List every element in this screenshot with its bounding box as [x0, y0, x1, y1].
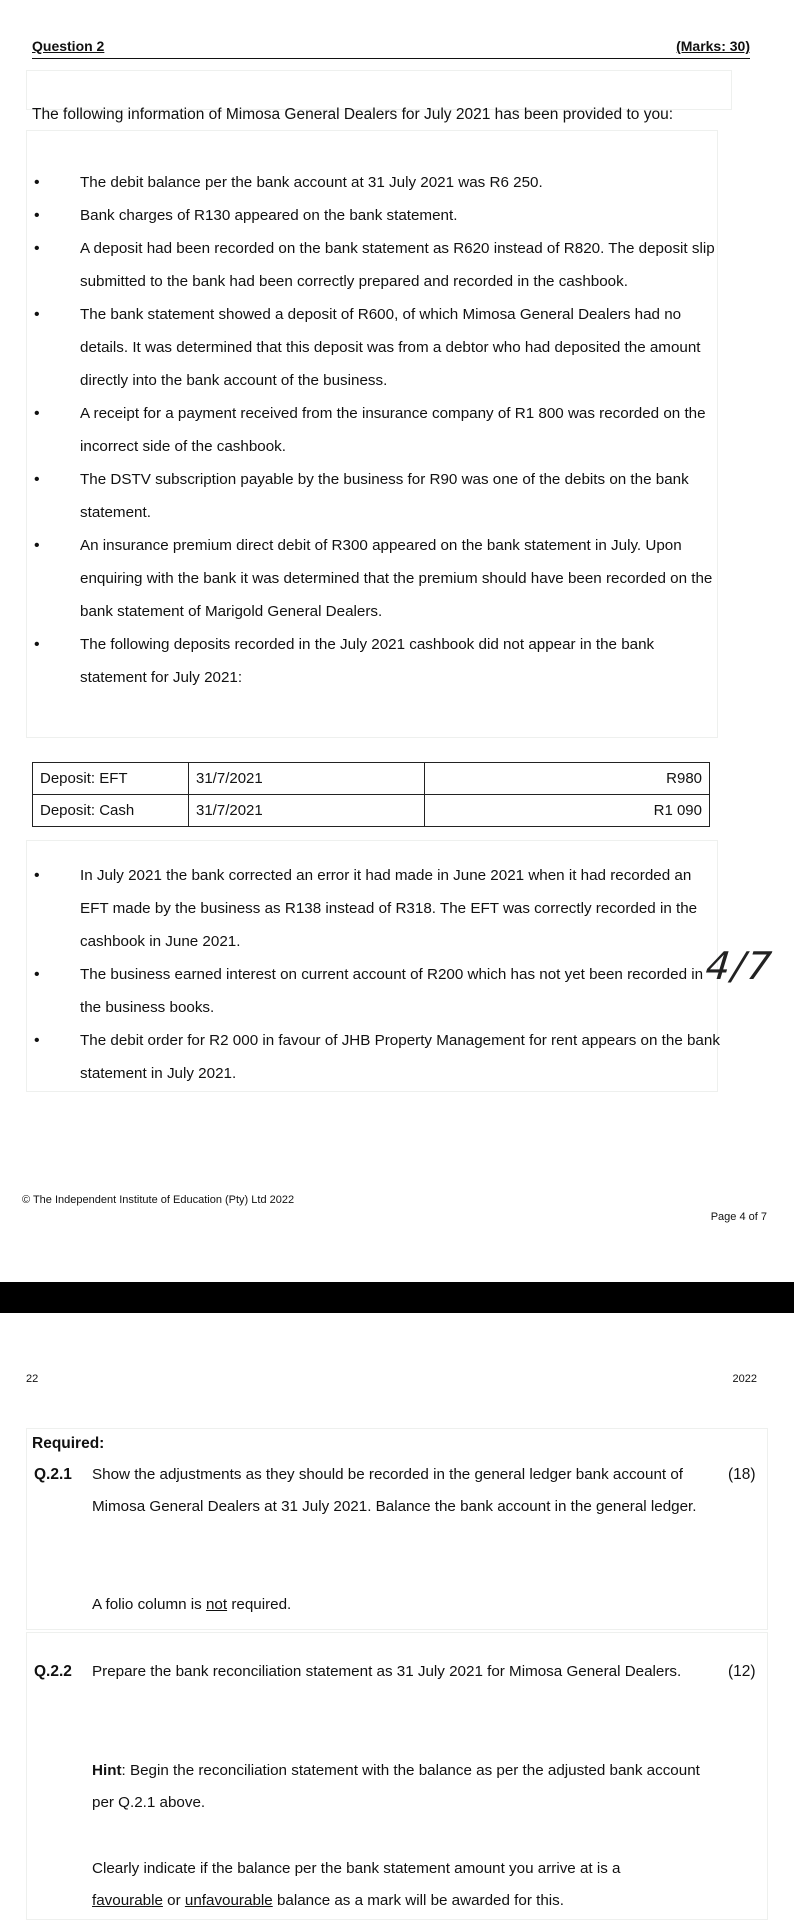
handwritten-score: 4/7	[703, 944, 776, 988]
question-title: Question 2	[32, 38, 105, 54]
question-number: Q.2.2	[34, 1663, 72, 1680]
question-text: Show the adjustments as they should be recorded in the general ledger bank account of Mimosa General Dealers at 31 July 2021. Balance the bank account in the general ledger.	[92, 1466, 697, 1515]
page-number: Page 4 of 7	[710, 1211, 767, 1223]
deposit-amount: R1 090	[425, 795, 710, 827]
or-word: or	[162, 1892, 185, 1909]
hint-label: Hint	[92, 1762, 122, 1779]
info-list-a	[30, 166, 720, 694]
info-item: • An insurance premium direct debit of R300 appeared on the bank statement in July. Upon enquiring with the bank it was determined that the premium should have been recorded on the bank statement of Marigold General Dealers.	[30, 529, 720, 628]
page-divider	[0, 1282, 794, 1313]
required-heading: Required:	[32, 1435, 105, 1452]
info-item: • The DSTV subscription payable by the business for R90 was one of the debits on the bank statement.	[30, 463, 720, 529]
header-left: 22	[26, 1373, 39, 1385]
deposit-label: Deposit: EFT	[33, 763, 189, 795]
instruction-end: balance as a mark will be awarded for this.	[272, 1892, 564, 1909]
hint-body: : Begin the reconciliation statement with the balance as per the adjusted bank account per Q.2.1 above.	[92, 1762, 700, 1811]
question-text: Prepare the bank reconciliation statement as 31 July 2021 for Mimosa General Dealers.	[92, 1663, 682, 1680]
deposit-date: 31/7/2021	[189, 763, 425, 795]
intro-text: The following information of Mimosa General Dealers for July 2021 has been provided to you:	[32, 106, 674, 123]
folio-note-post: required.	[227, 1596, 292, 1613]
info-item: • The debit balance per the bank account at 31 July 2021 was R6 250.	[30, 166, 720, 199]
hint-text	[92, 1755, 712, 1819]
info-list-b	[30, 859, 720, 1090]
info-item: • The debit order for R2 000 in favour of JHB Property Management for rent appears on the bank statement in July 2021.	[30, 1024, 720, 1090]
deposit-date: 31/7/2021	[189, 795, 425, 827]
question-marks: (Marks: 30)	[676, 38, 750, 54]
deposit-label: Deposit: Cash	[33, 795, 189, 827]
copyright-footer: © The Independent Institute of Education (Pty) Ltd 2022	[22, 1194, 295, 1206]
info-item: • A deposit had been recorded on the bank statement as R620 instead of R820. The deposit slip submitted to the bank had been correctly prepared and recorded in the cashbook.	[30, 232, 720, 298]
info-item: • A receipt for a payment received from the insurance company of R1 800 was recorded on the incorrect side of the cashbook.	[30, 397, 720, 463]
info-item: • The following deposits recorded in the July 2021 cashbook did not appear in the bank statement for July 2021:	[30, 628, 720, 694]
table-row	[33, 763, 710, 795]
intro-box	[26, 70, 732, 110]
instruction-text	[92, 1853, 712, 1917]
instruction-line: Clearly indicate if the balance per the bank statement amount you arrive at is a	[92, 1860, 621, 1877]
unfavourable-word: unfavourable	[184, 1892, 273, 1909]
question-header	[32, 38, 750, 59]
info-item: • The bank statement showed a deposit of R600, of which Mimosa General Dealers had no details. It was determined that this deposit was from a debtor who had deposited the amount directly into the bank account of the business.	[30, 298, 720, 397]
outstanding-deposits-table	[32, 762, 710, 827]
folio-note-emphasis: not	[205, 1596, 228, 1613]
instruction-line-2	[92, 1885, 712, 1917]
info-item: • In July 2021 the bank corrected an error it had made in June 2021 when it had recorded an EFT made by the business as R138 instead of R318. The EFT was correctly recorded in the cashbook in June 2021.	[30, 859, 720, 958]
folio-note-pre: A folio column is	[92, 1596, 206, 1613]
header-right: 2022	[732, 1373, 757, 1385]
info-item: • Bank charges of R130 appeared on the bank statement.	[30, 199, 720, 232]
folio-note	[92, 1589, 712, 1621]
question-marks: (12)	[728, 1663, 756, 1680]
deposit-amount: R980	[425, 763, 710, 795]
favourable-word: favourable	[92, 1892, 163, 1909]
question-number: Q.2.1	[34, 1466, 72, 1483]
table-row	[33, 795, 710, 827]
question-marks: (18)	[728, 1466, 756, 1483]
info-item: • The business earned interest on current account of R200 which has not yet been recorded in the business books.	[30, 958, 720, 1024]
